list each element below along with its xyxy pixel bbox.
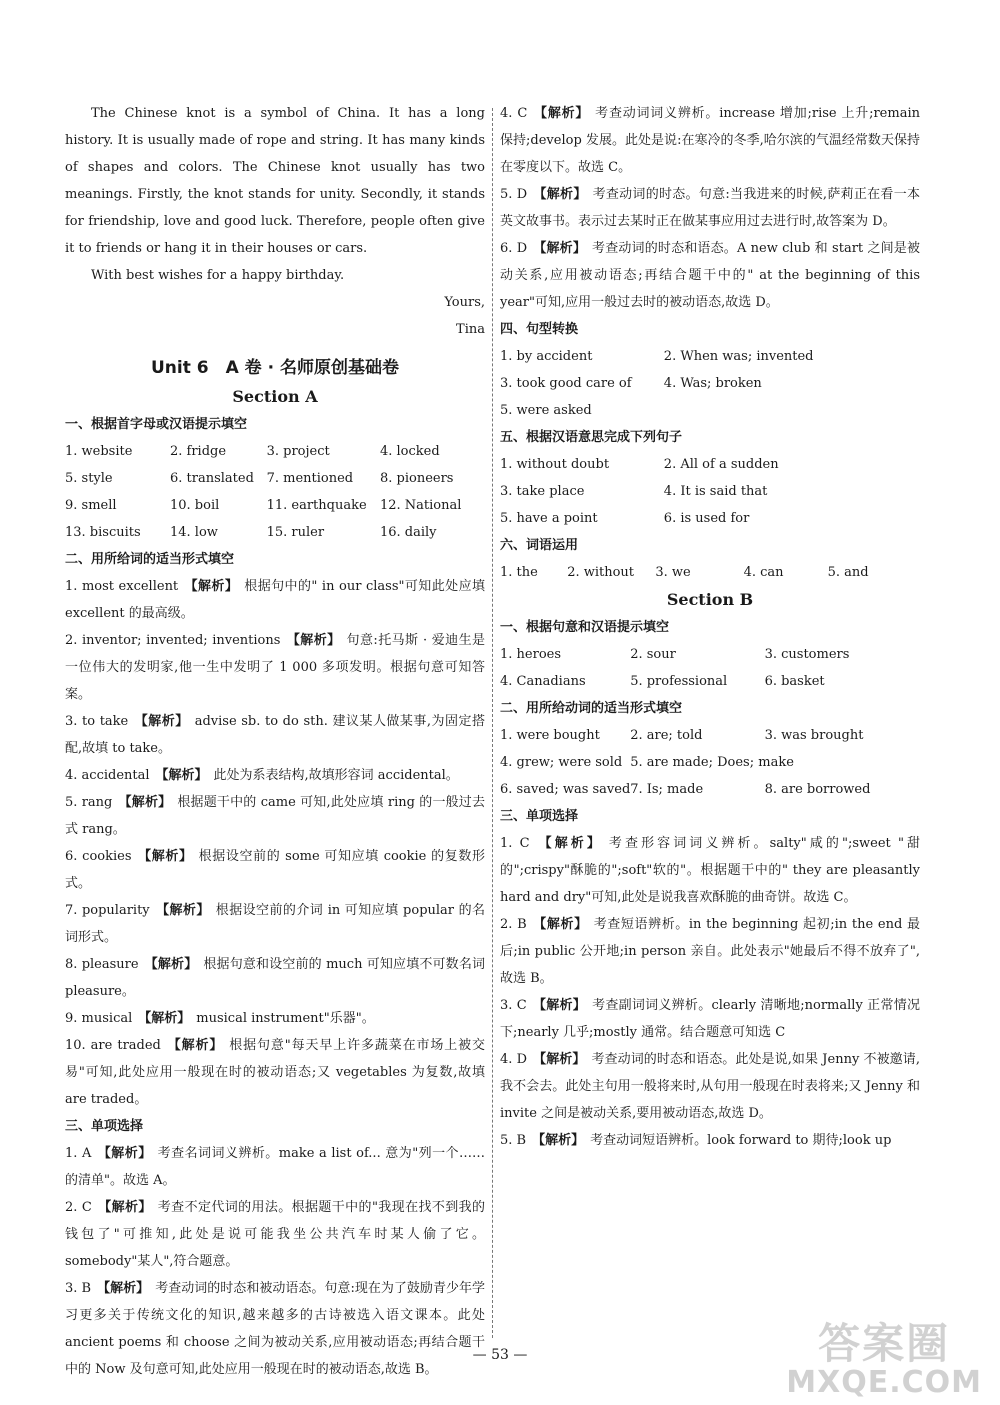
- letter-paragraph: The Chinese knot is a symbol of China. It has a long history. It is usually made of rope and string. It has many kinds of shapes and colors. The Chinese knot usually has two meanings. Firstly, the knot stands for unity. Secondly, it stands for friendship, love and good luck. Therefore, people often give it to friends or hang it in their houses or cars.: [65, 106, 485, 256]
- section-a-part5-answers: [500, 451, 920, 532]
- item-explanation: 考查动词短语辨析。look forward to 期待;look up: [590, 1133, 892, 1148]
- item-explanation: advise sb. to do sth. 建议某人做某事,为固定搭配,故填 to take。: [65, 714, 485, 756]
- answer: 1. heroes: [500, 647, 562, 662]
- analysis-tag: 【解析】: [532, 998, 587, 1013]
- answer: 6. saved; was saved: [500, 782, 631, 797]
- answer: 5. and: [827, 565, 869, 580]
- item-explanation: 考查动词词义辨析。increase 增加;rise 上升;remain 保持;develop 发展。此处是说:在寒冷的冬季,哈尔滨的气温经常数天保持在零度以下。故选 C。: [500, 106, 920, 175]
- answer: 1. by accident: [500, 349, 593, 364]
- explained-item: [500, 235, 920, 316]
- analysis-tag: 【解析】: [97, 1146, 152, 1161]
- section-b-part3-title: 三、单项选择: [500, 809, 579, 824]
- explained-item: [65, 708, 485, 762]
- item-explanation: 根据设空前的介词 in 可知应填 popular 的名词形式。: [65, 903, 485, 945]
- explained-item: [500, 830, 920, 911]
- answer: 1. without doubt: [500, 457, 610, 472]
- item-answer: 1. most excellent: [65, 579, 179, 594]
- answer: 7. Is; made: [630, 782, 704, 797]
- item-answer: 9. musical: [65, 1011, 133, 1026]
- item-explanation: 根据句意"每天早上许多蔬菜在市场上被交易"可知,此处应用一般现在时的被动语态;又 vegetables 为复数,故填 are traded。: [65, 1038, 485, 1107]
- item-answer: 6. cookies: [65, 849, 132, 864]
- analysis-tag: 【解析】: [535, 836, 603, 851]
- item-answer: 4. C: [500, 106, 528, 121]
- explained-item: [500, 100, 920, 181]
- item-answer: 10. are traded: [65, 1038, 161, 1053]
- item-answer: 3. C: [500, 998, 527, 1013]
- answer: 2. fridge: [170, 444, 227, 459]
- section-b-part1-answers: [500, 641, 920, 695]
- right-column: [500, 100, 920, 1154]
- answer: 3. we: [655, 565, 691, 580]
- item-answer: 2. C: [65, 1200, 92, 1215]
- answer: 5. were asked: [500, 403, 592, 418]
- analysis-tag: 【解析】: [532, 917, 588, 932]
- item-answer: 2. inventor; invented; inventions: [65, 633, 281, 648]
- answer: 5. professional: [630, 674, 728, 689]
- item-explanation: 考查动词的时态和语态。此处是说,如果 Jenny 不被邀请,我不会去。此处主句用一般将来时,从句用一般现在时表将来;又 Jenny 和 invite 之间是被动关系,要用被动语态,故选 D。: [500, 1052, 920, 1121]
- column-divider: [492, 108, 494, 1338]
- answer: 10. boil: [170, 498, 220, 513]
- answer: 4. can: [743, 565, 784, 580]
- answer: 6. basket: [764, 674, 825, 689]
- item-explanation: 考查名词词义辨析。make a list of... 意为"列一个……的清单"。故选 A。: [65, 1146, 485, 1188]
- analysis-tag: 【解析】: [533, 106, 590, 121]
- explained-item: [500, 992, 920, 1046]
- left-column: [65, 100, 485, 1383]
- answer: 3. took good care of: [500, 376, 632, 391]
- answer: 1. the: [500, 565, 538, 580]
- analysis-tag: 【解析】: [533, 1052, 586, 1067]
- item-answer: 1. A: [65, 1146, 92, 1161]
- section-a-part4-answers: [500, 343, 920, 424]
- item-answer: 8. pleasure: [65, 957, 139, 972]
- explained-item: [65, 1194, 485, 1275]
- explained-item: [500, 911, 920, 992]
- answer: 9. smell: [65, 498, 117, 513]
- analysis-tag: 【解析】: [184, 579, 239, 594]
- explained-item: [65, 1275, 485, 1383]
- answer: 2. sour: [630, 647, 676, 662]
- answer: 4. Canadians: [500, 674, 586, 689]
- item-explanation: 考查短语辨析。in the beginning 起初;in the end 最后;in public 公开地;in person 亲自。此处表示"她最后不得不放弃了",故选 B。: [500, 917, 920, 986]
- watermark-logo: 答案圈: [818, 1319, 951, 1368]
- answer: 3. project: [266, 444, 330, 459]
- item-explanation: 考查动词的时态。句意:当我进来的时候,萨莉正在看一本英文故事书。表示过去某时正在做某事应用过去进行时,故答案为 D。: [500, 187, 920, 229]
- explained-item: [500, 181, 920, 235]
- analysis-tag: 【解析】: [137, 849, 193, 864]
- section-a-part4-title: 四、句型转换: [500, 322, 579, 337]
- item-answer: 3. B: [65, 1281, 92, 1296]
- explained-item: [65, 1032, 485, 1113]
- letter-signature: Tina: [456, 322, 485, 337]
- section-b-part2-title: 二、用所给动词的适当形式填空: [500, 701, 683, 716]
- item-answer: 6. D: [500, 241, 528, 256]
- answer: 2. When was; invented: [663, 349, 814, 364]
- answer: 1. were bought: [500, 728, 600, 743]
- section-b-title: Section B: [666, 590, 754, 609]
- item-answer: 5. D: [500, 187, 528, 202]
- answer: 4. It is said that: [663, 484, 768, 499]
- answer: 2. without: [567, 565, 635, 580]
- answer: 2. All of a sudden: [663, 457, 779, 472]
- section-a-part2-title: 二、用所给词的适当形式填空: [65, 552, 235, 567]
- section-a-part5-title: 五、根据汉语意思完成下列句子: [500, 430, 683, 445]
- explained-item: [65, 573, 485, 627]
- answer: 7. mentioned: [266, 471, 354, 486]
- section-a-part1-title: 一、根据首字母或汉语提示填空: [65, 417, 248, 432]
- answer: 16. daily: [379, 525, 437, 540]
- item-explanation: 考查副词词义辨析。clearly 清晰地;normally 正常情况下;nearly 几乎;mostly 通常。结合题意可知选 C: [500, 998, 920, 1040]
- answer: 11. earthquake: [266, 498, 367, 513]
- answer: 8. are borrowed: [764, 782, 871, 797]
- item-explanation: 此处为系表结构,故填形容词 accidental。: [213, 768, 459, 783]
- analysis-tag: 【解析】: [532, 1133, 585, 1148]
- analysis-tag: 【解析】: [286, 633, 341, 648]
- answer: 5. are made; Does; make: [630, 755, 794, 770]
- item-explanation: 根据句中的" in our class"可知此处应填 excellent 的最高级。: [65, 579, 485, 621]
- explained-item: [500, 1127, 920, 1154]
- answer: 3. customers: [764, 647, 850, 662]
- section-b-part1-title: 一、根据句意和汉语提示填空: [500, 620, 670, 635]
- item-answer: 4. D: [500, 1052, 528, 1067]
- item-answer: 4. accidental: [65, 768, 150, 783]
- item-explanation: 句意:托马斯 · 爱迪生是一位伟大的发明家,他一生中发明了 1 000 多项发明。根据句意可知答案。: [65, 633, 485, 702]
- section-b-part2-answers: [500, 722, 920, 803]
- answer: 1. website: [65, 444, 133, 459]
- item-explanation: 考查动词的时态和被动语态。句意:现在为了鼓励青少年学习更多关于传统文化的知识,越来越多的古诗被选入语文课本。此处 ancient poems 和 choose 之间为被动关系,应用被动语态;再结合题干中的 Now 及句意可知,此处应用一般现在时的被动语态,故选 B。: [65, 1281, 485, 1377]
- explained-item: [65, 762, 485, 789]
- answer: 6. is used for: [663, 511, 750, 526]
- section-a-part6-answers: [500, 559, 920, 586]
- explained-item: [65, 843, 485, 897]
- analysis-tag: 【解析】: [166, 1038, 224, 1053]
- answer: 2. are; told: [630, 728, 703, 743]
- answer: 12. National: [379, 498, 462, 513]
- item-answer: 1. C: [500, 836, 530, 851]
- item-explanation: 根据设空前的 some 可知应填 cookie 的复数形式。: [65, 849, 485, 891]
- analysis-tag: 【解析】: [533, 187, 587, 202]
- answer: 6. translated: [170, 471, 254, 486]
- item-explanation: 考查形容词词义辨析。salty"咸的";sweet "甜的";crispy"酥脆的";soft"软的"。根据题干中的" they are pleasantly hard and dry"可知,此处是说我喜欢酥脆的曲奇饼。故选 C。: [500, 836, 920, 905]
- analysis-tag: 【解析】: [97, 1281, 150, 1296]
- answer: 5. style: [65, 471, 113, 486]
- answer: 3. was brought: [764, 728, 864, 743]
- answer: 5. have a point: [500, 511, 598, 526]
- item-explanation: 考查动词的时态和语态。A new club 和 start 之间是被动关系,应用被动语态;再结合题干中的" at the beginning of this year"可知,应用一般过去时的被动语态,故选 D。: [500, 241, 920, 310]
- item-answer: 5. rang: [65, 795, 113, 810]
- explained-item: [65, 897, 485, 951]
- page-number: — 53 —: [472, 1347, 528, 1363]
- analysis-tag: 【解析】: [533, 241, 587, 256]
- item-answer: 7. popularity: [65, 903, 150, 918]
- letter-wishes: With best wishes for a happy birthday.: [91, 268, 345, 283]
- analysis-tag: 【解析】: [155, 768, 208, 783]
- analysis-tag: 【解析】: [134, 714, 189, 729]
- section-a-part1-answers: [65, 438, 485, 546]
- watermark: [786, 1321, 982, 1399]
- analysis-tag: 【解析】: [144, 957, 198, 972]
- analysis-tag: 【解析】: [97, 1200, 152, 1215]
- analysis-tag: 【解析】: [155, 903, 210, 918]
- answer: 4. grew; were sold: [500, 755, 623, 770]
- item-explanation: musical instrument"乐器"。: [196, 1011, 375, 1026]
- section-a-part6-title: 六、词语运用: [500, 538, 579, 553]
- analysis-tag: 【解析】: [118, 795, 172, 810]
- explained-item: [65, 789, 485, 843]
- section-a-title: Section A: [232, 387, 318, 406]
- answer: 4. Was; broken: [663, 376, 762, 391]
- explained-item: [65, 1005, 485, 1032]
- explained-item: [65, 627, 485, 708]
- answer: 13. biscuits: [65, 525, 141, 540]
- explained-item: [65, 951, 485, 1005]
- analysis-tag: 【解析】: [138, 1011, 191, 1026]
- answer: 8. pioneers: [379, 471, 454, 486]
- answer: 15. ruler: [266, 525, 325, 540]
- section-a-part3-title: 三、单项选择: [65, 1119, 144, 1134]
- explained-item: [500, 1046, 920, 1127]
- item-answer: 2. B: [500, 917, 527, 932]
- item-answer: 3. to take: [65, 714, 129, 729]
- item-explanation: 根据题干中的 came 可知,此处应填 ring 的一般过去式 rang。: [65, 795, 485, 837]
- answer: 14. low: [170, 525, 218, 540]
- item-explanation: 考查不定代词的用法。根据题干中的"我现在找不到我的钱包了"可推知,此处是说可能我坐公共汽车时某人偷了它。somebody"某人",符合题意。: [65, 1200, 485, 1269]
- letter-closing: Yours,: [444, 295, 485, 310]
- item-answer: 5. B: [500, 1133, 527, 1148]
- answer: 4. locked: [379, 444, 440, 459]
- item-explanation: 根据句意和设空前的 much 可知应填不可数名词 pleasure。: [65, 957, 485, 999]
- explained-item: [65, 1140, 485, 1194]
- watermark-url: MXQE.COM: [786, 1365, 982, 1400]
- unit-title: Unit 6 A 卷 · 名师原创基础卷: [151, 358, 399, 378]
- answer: 3. take place: [500, 484, 585, 499]
